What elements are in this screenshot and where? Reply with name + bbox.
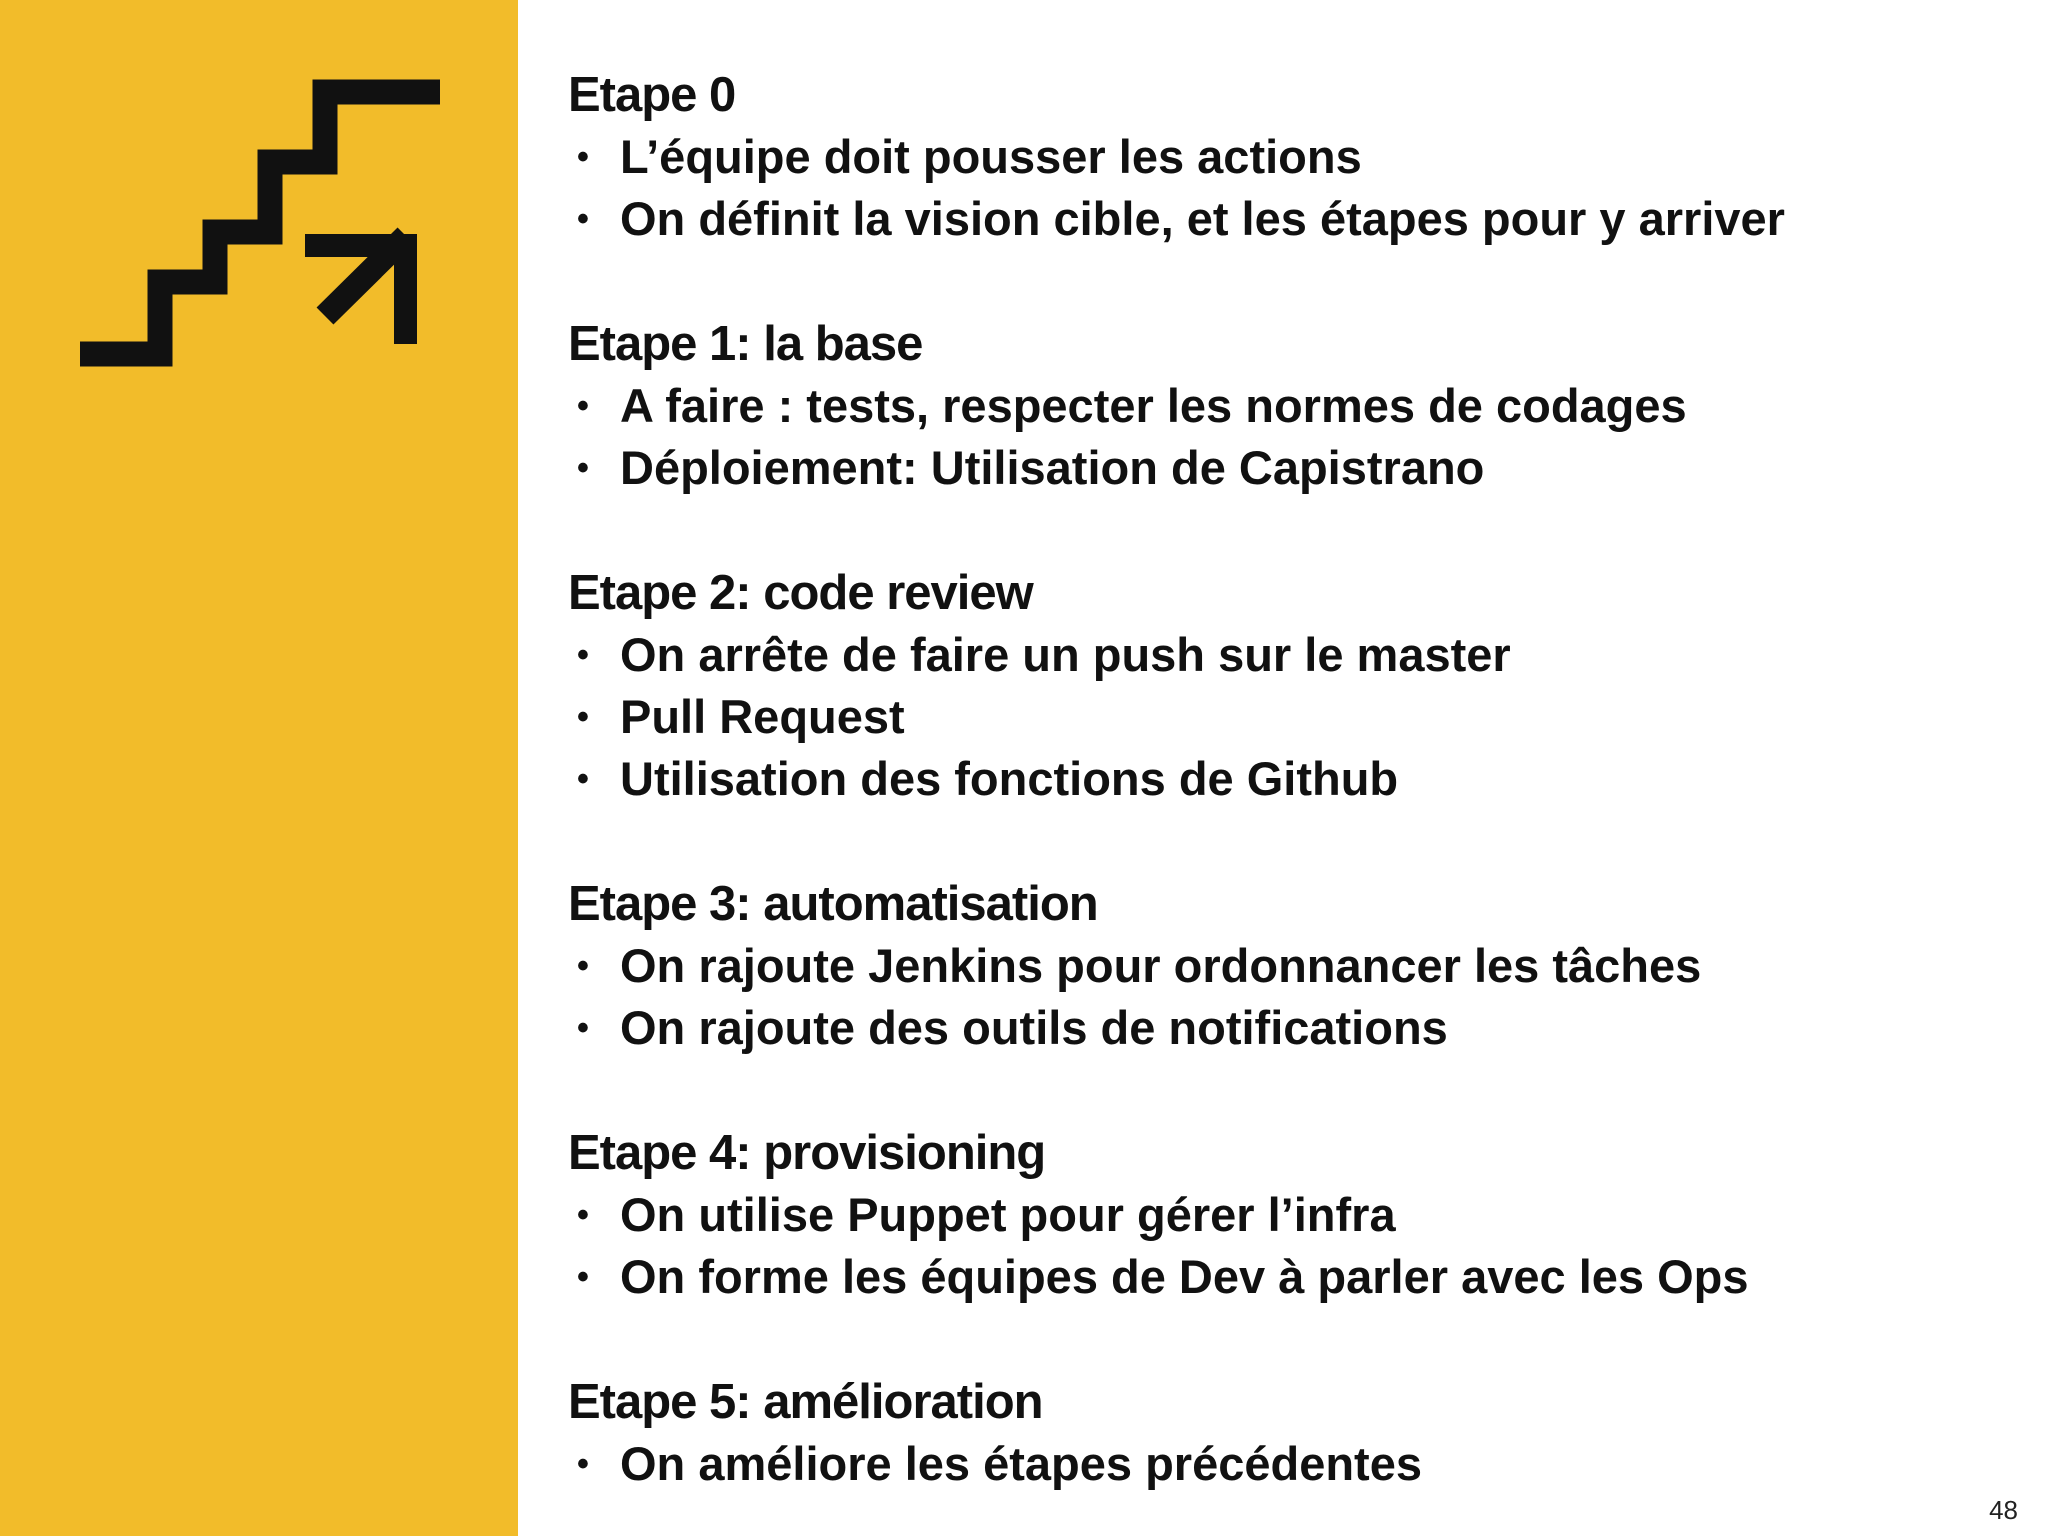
bullet-text: Déploiement: Utilisation de Capistrano <box>620 441 1485 494</box>
steps-content <box>568 64 1988 1495</box>
step-title: Etape 1: la base <box>568 317 923 371</box>
yellow-sidebar <box>0 0 518 1536</box>
bullet-text: Pull Request <box>620 690 905 743</box>
bullet-item <box>568 126 1988 188</box>
bullet-list <box>568 624 1988 810</box>
bullet-item <box>568 686 1988 748</box>
bullet-text: Utilisation des fonctions de Github <box>620 752 1399 805</box>
bullet-item <box>568 1184 1988 1246</box>
bullet-text: On rajoute Jenkins pour ordonnancer les tâches <box>620 939 1702 992</box>
step-4 <box>568 1122 1988 1308</box>
bullet-list <box>568 126 1988 250</box>
step-1 <box>568 313 1988 499</box>
bullet-item <box>568 437 1988 499</box>
step-title: Etape 2: code review <box>568 566 1033 620</box>
bullet-text: On arrête de faire un push sur le master <box>620 628 1511 681</box>
bullet-text: On utilise Puppet pour gérer l’infra <box>620 1188 1396 1241</box>
step-0 <box>568 64 1988 250</box>
bullet-dot: • <box>577 200 589 238</box>
step-title: Etape 4: provisioning <box>568 1126 1046 1180</box>
bullet-dot: • <box>577 698 589 736</box>
page-number: 48 <box>1989 1495 2018 1525</box>
bullet-text: On forme les équipes de Dev à parler avec les Ops <box>620 1250 1749 1303</box>
bullet-list <box>568 1433 1988 1495</box>
step-3 <box>568 873 1988 1059</box>
bullet-text: L’équipe doit pousser les actions <box>620 130 1362 183</box>
bullet-dot: • <box>577 947 589 985</box>
step-2 <box>568 562 1988 810</box>
bullet-list <box>568 935 1988 1059</box>
bullet-dot: • <box>577 1009 589 1047</box>
step-title: Etape 5: amélioration <box>568 1375 1043 1429</box>
bullet-item <box>568 1246 1988 1308</box>
bullet-dot: • <box>577 1445 589 1483</box>
bullet-list <box>568 1184 1988 1308</box>
bullet-item <box>568 1433 1988 1495</box>
bullet-list <box>568 375 1988 499</box>
bullet-dot: • <box>577 387 589 425</box>
bullet-text: On définit la vision cible, et les étapes pour y arriver <box>620 192 1785 245</box>
bullet-dot: • <box>577 138 589 176</box>
bullet-item <box>568 375 1988 437</box>
bullet-dot: • <box>577 1196 589 1234</box>
bullet-dot: • <box>577 449 589 487</box>
step-5 <box>568 1371 1988 1495</box>
step-title: Etape 3: automatisation <box>568 877 1098 931</box>
bullet-item <box>568 997 1988 1059</box>
bullet-item <box>568 935 1988 997</box>
bullet-item <box>568 624 1988 686</box>
bullet-item <box>568 748 1988 810</box>
bullet-text: On rajoute des outils de notifications <box>620 1001 1448 1054</box>
bullet-dot: • <box>577 636 589 674</box>
bullet-dot: • <box>577 760 589 798</box>
bullet-dot: • <box>577 1258 589 1296</box>
bullet-text: A faire : tests, respecter les normes de codages <box>620 379 1687 432</box>
bullet-item <box>568 188 1988 250</box>
stairs-shape <box>80 92 440 354</box>
bullet-text: On améliore les étapes précédentes <box>620 1437 1422 1490</box>
stairs-arrow-icon <box>80 76 440 376</box>
step-title: Etape 0 <box>568 68 736 122</box>
